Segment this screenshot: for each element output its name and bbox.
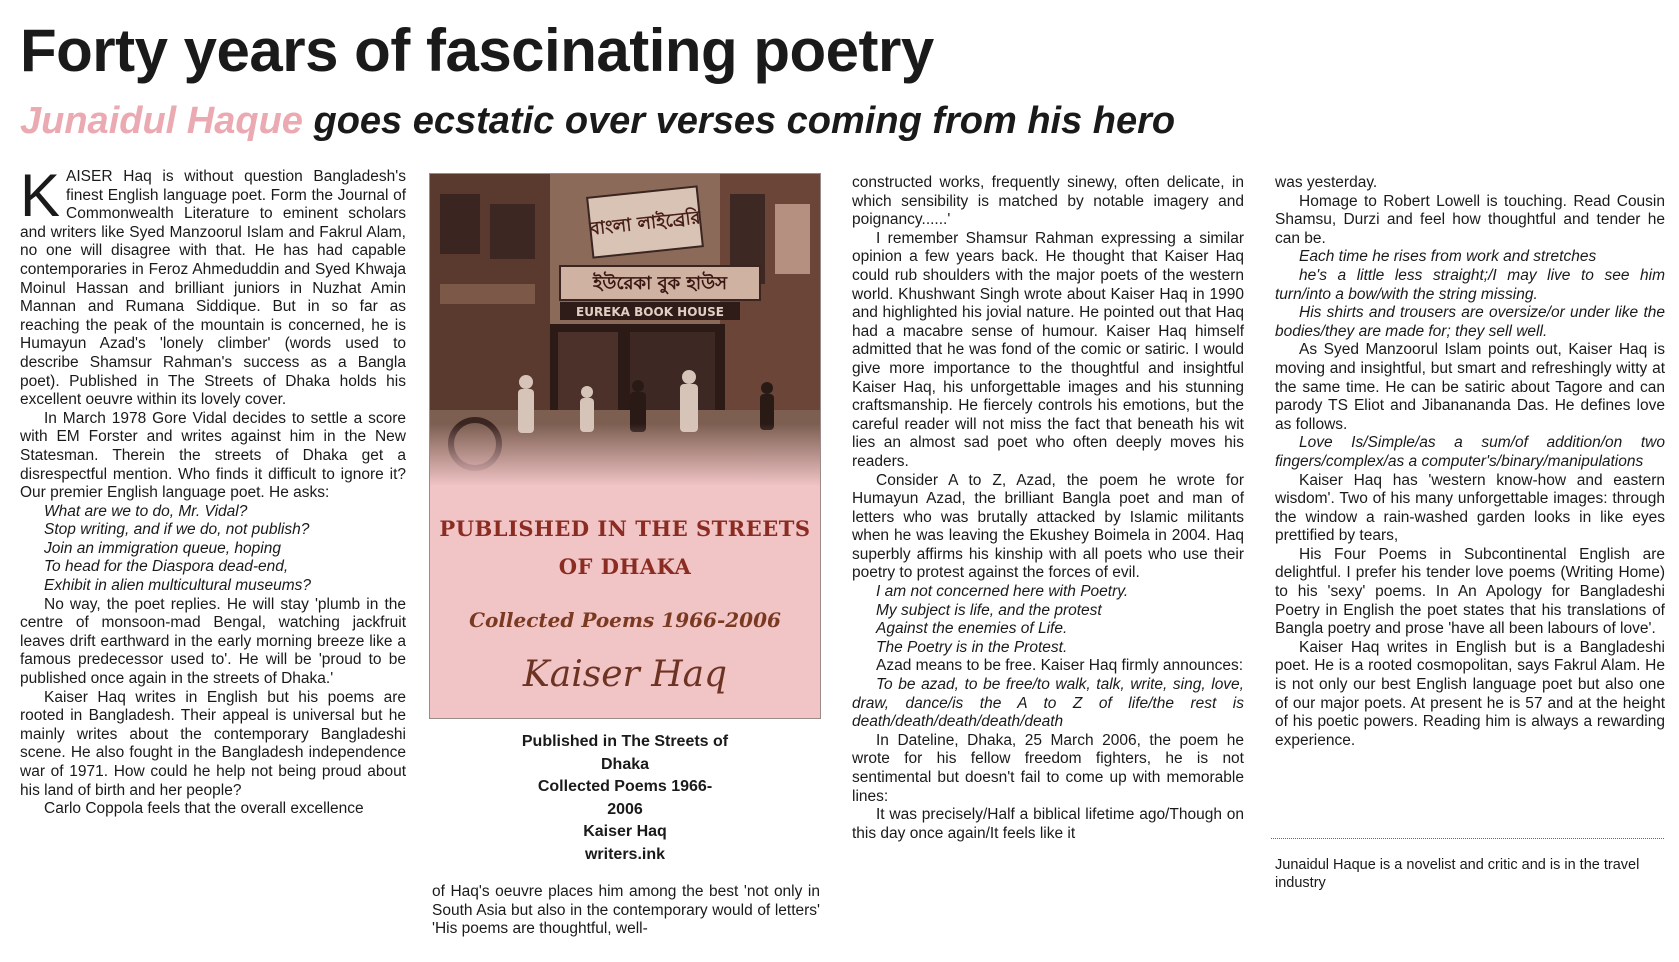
paragraph: I remember Shamsur Rahman expressing a similar opinion a few years back. He thought that Kaiser Haq could rub shoulders with the major poets of the western world. Khushwant Singh wrote about Kaiser Haq in 1990 and highlighted his jovial nature. He pointed out that Haq had a macabre sense of humour. Kaiser Haq himself admitted that he was fond of the comic or satiric. I would give more importance to the thoughtful and insightful Kaiser Haq, his unforgettable images and his stunning craftsmanship. He fiercely controls his emotions, but the careful reader will not miss the fact that beneath his wit lies an almost sad poet who often deeply moves his readers. bbox=[852, 229, 1244, 470]
book-title bbox=[430, 510, 820, 586]
paragraph: Consider A to Z, Azad, the poem he wrote for Humayun Azad, the brilliant Bangla poet and man of letters who was brutally attacked by Islamic militants when he was leaving the Ekushey Boimela in 2004. Haq superbly affirms his kinship with all poets who use their poetry to protest against the forces of evil. bbox=[852, 471, 1244, 582]
book-title-line: PUBLISHED IN THE STREETS bbox=[439, 516, 811, 541]
paragraph-5: Carlo Coppola feels that the overall excellence bbox=[44, 800, 364, 818]
subhead-text: goes ecstatic over verses coming from his hero bbox=[302, 100, 1176, 142]
paragraph: As Syed Manzoorul Islam points out, Kaiser Haq is moving and insightful, but smart and refreshingly witty at the same time. He can be satiric about Tagore and can parody TS Eliot and Jibanananda Das. He defines love as follows. bbox=[1275, 341, 1665, 433]
subhead-author: Junaidul Haque bbox=[20, 100, 303, 142]
caption-line: Kaiser Haq bbox=[583, 823, 667, 840]
poem-line: Each time he rises from work and stretches bbox=[1299, 248, 1597, 266]
column-1 bbox=[20, 162, 406, 819]
paragraph: His Four Poems in Subcontinental English are delightful. I prefer his tender love poems (Writing Home) to his 'sexy' poems. In An Apology for Bangladeshi Poetry in English the poet states that his translations of Bangla poetry and prose 'have all been labours of love'. bbox=[1275, 545, 1665, 638]
paragraph-4: Kaiser Haq writes in English but his poems are rooted in Bangladesh. Their appeal is universal but he mainly writes about the contemporary Bangladeshi scene. He also fought in the Bangladesh independence war of 1971. How could he help not being proud about his land of birth and her people? bbox=[20, 688, 406, 799]
paragraph: Homage to Robert Lowell is touching. Read Cousin Shamsu, Durzi and feel how thoughtful and tender he can be. bbox=[1275, 192, 1665, 247]
drop-cap: K bbox=[20, 162, 61, 229]
paragraph-1 bbox=[20, 162, 406, 410]
poem-quote: Love Is/Simple/as a sum/of addition/on two fingers/complex/as a computer's/binary/manipulations bbox=[1275, 434, 1665, 470]
caption-line: Dhaka bbox=[600, 755, 650, 773]
subhead bbox=[20, 98, 1175, 144]
paragraph-continued: was yesterday. bbox=[1275, 174, 1378, 191]
poem-quote: To be azad, to be free/to walk, talk, write, sing, love, draw, dance/is the A to Z of life/the rest is death/death/death/death/death bbox=[852, 676, 1244, 731]
book-author: Kaiser Haq bbox=[522, 654, 728, 695]
poem-quote: His shirts and trousers are oversize/or under like the bodies/they are made for; they sell well. bbox=[1275, 304, 1665, 340]
poem-line: What are we to do, Mr. Vidal? bbox=[44, 502, 248, 520]
paragraph-continued: of Haq's oeuvre places him among the best 'not only in South Asia but also in the contemporary would of letters' 'His poems are thoughtful, well- bbox=[432, 883, 820, 938]
paragraph-3: No way, the poet replies. He will stay 'plumb in the centre of monsoon-mad Bengal, watching jackfruit leaves drift earthward in the early morning breeze like a famous predecessor used to'. He will be 'proud to be published once again in the streets of Dhaka.' bbox=[20, 595, 406, 688]
paragraph: Kaiser Haq has 'western know-how and eastern wisdom'. Two of his many unforgettable images: through the window a rain-washed garden looks in like eyes prettified by tears, bbox=[1275, 471, 1665, 545]
sign-shop-english: EUREKA BOOK HOUSE bbox=[576, 305, 724, 319]
poem-line: I am not concerned here with Poetry. bbox=[876, 583, 1129, 601]
paragraph-2: In March 1978 Gore Vidal decides to settle a score with EM Forster and writes against him in the New Statesman. Therein the streets of Dhaka get a disrespectful mention. Who finds it difficult to ignore it? Our premier English language poet. He asks: bbox=[20, 409, 406, 502]
headline: Forty years of fascinating poetry bbox=[20, 17, 934, 84]
poem-line: Exhibit in alien multicultural museums? bbox=[44, 577, 312, 595]
poem-line: To head for the Diaspora dead-end, bbox=[44, 558, 289, 576]
caption-line: writers.ink bbox=[584, 845, 666, 863]
column-3 bbox=[852, 174, 1244, 843]
caption-line: Collected Poems 1966- bbox=[537, 778, 713, 795]
poem-line: My subject is life, and the protest bbox=[876, 601, 1102, 619]
paragraph-continued: constructed works, frequently sinewy, often delicate, in which sensibility is matched by notable imagery and poignancy......' bbox=[852, 174, 1244, 229]
poem-line: The Poetry is in the Protest. bbox=[876, 638, 1068, 656]
divider bbox=[1271, 838, 1664, 839]
paragraph: Kaiser Haq writes in English but is a Bangladeshi poet. He is a rooted cosmopolitan, says Fakrul Alam. He is not only our best English language poet but also one of our major poets. At present he is 57 and at the height of his poetic powers. Reading him is always a rewarding experience. bbox=[1275, 638, 1665, 749]
caption-line: Published in The Streets of bbox=[521, 733, 729, 750]
paragraph: Azad means to be free. Kaiser Haq firmly announces: bbox=[876, 657, 1244, 675]
sign-shop-bangla: ইউরেকা বুক হাউস bbox=[592, 273, 728, 294]
book-subtitle: Collected Poems 1966-2006 bbox=[469, 608, 781, 632]
caption-line: 2006 bbox=[607, 800, 643, 818]
poem-line: Join an immigration queue, hoping bbox=[44, 539, 281, 557]
book-cover-image bbox=[429, 173, 821, 719]
paragraph-1-text: AISER Haq is without question Bangladesh's finest English language poet. Form the Journal of Commonwealth Literature to eminent scholars and writers like Syed Manzoorul Islam and Fakrul Alam, no one will disagree with that. He has had capable contemporaries in Feroz Ahmeduddin and Syed Khwaja Moinul Hassan and brilliant juniors in Nuzhat Amin Mannan and Rumana Siddique. But in so far as reaching the peak of the mountain is concerned, he is Humayun Azad's 'lonely climber' (words used to describe Shamsur Rahman's success as a Bangla poet). Published in The Streets of Dhaka holds his excellent oeuvre within its lovely cover. bbox=[20, 168, 406, 409]
paragraph: It was precisely/Half a biblical lifetime ago/Though on this day once again/It feels like it bbox=[852, 806, 1244, 842]
book-title-line: OF DHAKA bbox=[558, 554, 692, 579]
column-2 bbox=[432, 883, 820, 939]
author-bio: Junaidul Haque is a novelist and critic and is in the travel industry bbox=[1275, 857, 1640, 891]
poem-line: Stop writing, and if we do, not publish? bbox=[44, 521, 310, 539]
column-4 bbox=[1275, 174, 1665, 750]
poem-line: Against the enemies of Life. bbox=[876, 620, 1068, 638]
paragraph: In Dateline, Dhaka, 25 March 2006, the poem he wrote for his fellow freedom fighters, he is not sentimental but doesn't fail to come up with memorable lines: bbox=[852, 731, 1244, 805]
poem-quote: he's a little less straight;/I may live to see him turn/into a bow/with the string missing. bbox=[1275, 266, 1665, 303]
sign-bangla-top: বাংলা লাইব্রেরি bbox=[588, 207, 702, 240]
image-caption bbox=[420, 731, 830, 866]
street-photo bbox=[430, 174, 820, 486]
